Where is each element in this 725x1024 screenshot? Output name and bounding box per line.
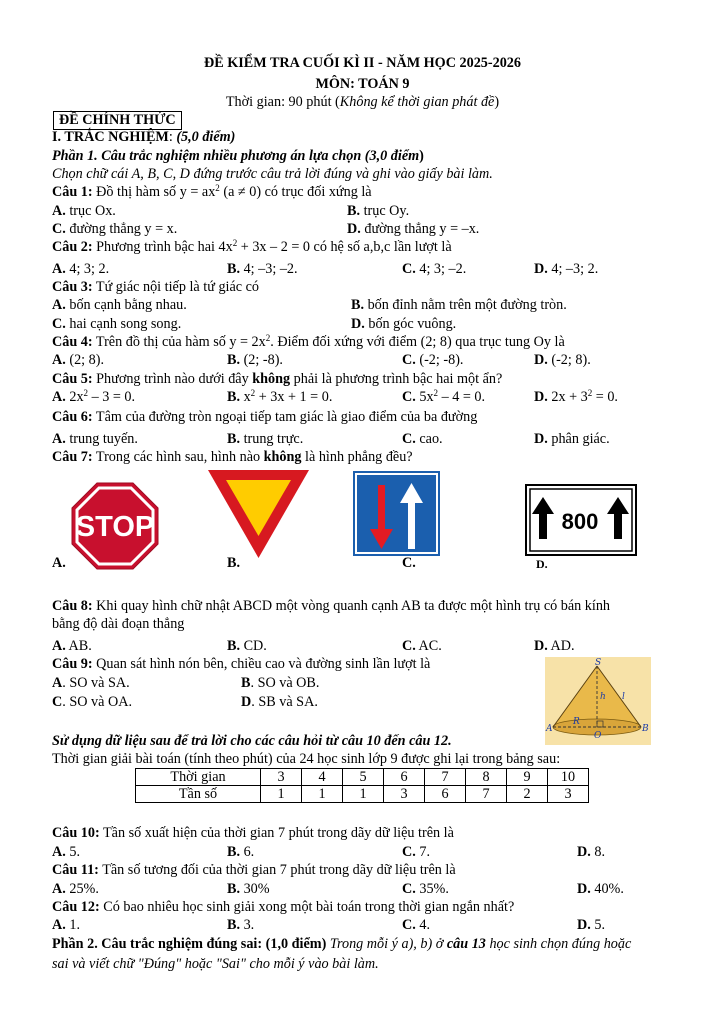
- q8-option-b: [227, 638, 267, 655]
- time-note: Không kể thời gian phát đề: [339, 94, 495, 110]
- q2-d-text: 4; –3; 2.: [547, 261, 599, 277]
- table-cell: 6: [425, 786, 466, 803]
- q5-c-post: – 4 = 0.: [438, 389, 486, 405]
- q3-a-label: A.: [52, 297, 66, 313]
- table-cell: 4: [302, 769, 343, 786]
- q11-option-d: [577, 881, 624, 898]
- q5-c-pre: 5x: [415, 389, 434, 405]
- two-way-arrows-sign-icon: [353, 471, 440, 556]
- cone-label-a: A: [546, 724, 553, 734]
- q5-text-pre: Phương trình nào dưới đây: [92, 371, 253, 387]
- q3-option-b: [351, 297, 567, 314]
- table-cell: 1: [343, 786, 384, 803]
- q8-text-line1: Khi quay hình chữ nhật ABCD một vòng quanh cạnh AB ta được một hình trụ có bán kính: [92, 598, 611, 614]
- q2-option-d: [534, 261, 598, 278]
- section1-colon: :: [168, 129, 177, 145]
- q10-text: Tần số xuất hiện của thời gian 7 phút trong dãy dữ liệu trên là: [99, 825, 454, 841]
- q8-option-d: [534, 638, 575, 655]
- part1-title: Phần 1. Câu trắc nghiệm nhiều phương án lựa chọn (: [52, 148, 370, 164]
- q5-a-post: – 3 = 0.: [88, 389, 136, 405]
- q4-a-label: A.: [52, 352, 66, 368]
- q6-a-text: trung tuyến.: [65, 431, 138, 447]
- q5-a-pre: 2x: [65, 389, 84, 405]
- q8-stem-line2: bằng độ dài đoạn thẳng: [52, 616, 185, 632]
- q5-text-bold: không: [252, 371, 291, 387]
- q6-text: Tâm của đường tròn ngoại tiếp tam giác là giao điểm của ba đường: [92, 409, 478, 425]
- q11-a-text: 25%.: [65, 881, 99, 897]
- q8-d-label: D.: [534, 638, 548, 654]
- q4-stem: [52, 334, 565, 351]
- q4-d-text: (-2; 8).: [547, 352, 591, 368]
- q6-b-label: B.: [227, 431, 241, 447]
- q8-label: Câu 8:: [52, 598, 93, 614]
- q9-c-text: . SO và OA.: [62, 694, 133, 710]
- table-cell: 3: [261, 769, 302, 786]
- q12-d-text: 5.: [590, 917, 605, 933]
- q12-b-label: B.: [227, 917, 241, 933]
- q11-label: Câu 11:: [52, 862, 99, 878]
- q3-stem: [52, 279, 259, 296]
- q3-label: Câu 3:: [52, 279, 93, 295]
- q4-text-post: . Điểm đối xứng với điểm (2; 8) qua trục tung Oy là: [270, 334, 565, 350]
- q11-b-text: 30%: [240, 881, 270, 897]
- exam-title: ĐỀ KIỂM TRA CUỐI KÌ II - NĂM HỌC 2025-2026: [203, 55, 521, 71]
- table-cell: 7: [425, 769, 466, 786]
- section1-heading: [52, 129, 235, 146]
- data-intro-text: Thời gian giải bài toán (tính theo phút) của 24 học sinh lớp 9 được ghi lại trong bảng sau:: [52, 751, 561, 767]
- q1-a-label: A.: [52, 203, 66, 219]
- q8-b-text: CD.: [240, 638, 267, 654]
- q1-option-c: [52, 221, 177, 238]
- q9-option-d: [241, 694, 318, 711]
- q1-sup: 2: [215, 183, 220, 193]
- table-cell: 2: [507, 786, 548, 803]
- q11-c-text: 35%.: [415, 881, 449, 897]
- q11-d-label: D.: [577, 881, 591, 897]
- q5-option-b: [227, 389, 332, 406]
- q2-a-label: A.: [52, 261, 66, 277]
- q12-option-c: [402, 917, 430, 934]
- q11-a-label: A.: [52, 881, 66, 897]
- q4-c-text: (-2; -8).: [415, 352, 464, 368]
- q11-d-text: 40%.: [590, 881, 624, 897]
- q4-text-pre: Trên đồ thị của hàm số y = 2x: [92, 334, 266, 350]
- frequency-table: [135, 768, 589, 803]
- table-cell: 7: [466, 786, 507, 803]
- q10-option-d: [577, 844, 605, 861]
- q9-option-c: [52, 694, 132, 711]
- q3-d-label: D.: [351, 316, 365, 332]
- q12-option-d: [577, 917, 605, 934]
- q10-a-text: 5.: [65, 844, 80, 860]
- q8-a-label: A.: [52, 638, 66, 654]
- time-suffix: ): [494, 94, 500, 110]
- q9-a-label: A: [52, 675, 63, 691]
- q10-b-text: 6.: [240, 844, 255, 860]
- cone-label-h: h: [600, 692, 606, 702]
- q4-option-c: [402, 352, 463, 369]
- q5-c-label: C.: [402, 389, 416, 405]
- q1-d-text: đường thẳng y = –x.: [360, 221, 480, 237]
- q1-d-label: D.: [347, 221, 361, 237]
- q10-label: Câu 10:: [52, 825, 100, 841]
- q12-c-text: 4.: [415, 917, 430, 933]
- q6-a-label: A.: [52, 431, 66, 447]
- q10-d-text: 8.: [590, 844, 605, 860]
- q3-c-text: hai cạnh song song.: [65, 316, 182, 332]
- table-row-frequency: [136, 786, 589, 803]
- distance-800-sign-icon: [525, 484, 637, 556]
- q6-c-label: C.: [402, 431, 416, 447]
- q10-option-c: [402, 844, 430, 861]
- table-cell: 6: [384, 769, 425, 786]
- q1-stem: [52, 184, 372, 201]
- q6-label: Câu 6:: [52, 409, 93, 425]
- q7-option-c: C.: [402, 555, 416, 571]
- q3-b-label: B.: [351, 297, 365, 313]
- stop-sign-icon: [71, 482, 159, 570]
- q5-d-post: = 0.: [592, 389, 618, 405]
- cone-label-l: l: [622, 692, 625, 702]
- part2-title-rest: . Câu trắc nghiệm đúng sai: (1,0 điểm): [94, 936, 327, 952]
- table-cell: 9: [507, 769, 548, 786]
- q5-a-sup: 2: [83, 388, 89, 398]
- q8-a-text: AB.: [65, 638, 92, 654]
- q9-label: Câu 9:: [52, 656, 93, 672]
- q8-c-text: AC.: [415, 638, 442, 654]
- cone-label-r: R: [573, 717, 580, 727]
- q9-c-label: C: [52, 694, 63, 710]
- q9-text: Quan sát hình nón bên, chiều cao và đường sinh lần lượt là: [92, 656, 431, 672]
- q2-b-label: B.: [227, 261, 241, 277]
- q3-option-a: [52, 297, 187, 314]
- exam-subject: MÔN: TOÁN 9: [315, 76, 410, 92]
- q6-b-text: trung trực.: [240, 431, 304, 447]
- q4-sup: 2: [265, 333, 271, 343]
- q1-option-b: [347, 203, 409, 220]
- table-cell: 8: [466, 769, 507, 786]
- q12-text: Có bao nhiêu học sinh giải xong một bài toán trong thời gian ngắn nhất?: [99, 899, 515, 915]
- q5-d-label: D.: [534, 389, 548, 405]
- q7-option-a: A.: [52, 555, 66, 571]
- section1-title: I. TRẮC NGHIỆM: [52, 129, 169, 145]
- q2-c-label: C.: [402, 261, 416, 277]
- q5-text-post: phải là phương trình bậc hai một ẩn?: [290, 371, 503, 387]
- q1-b-text: trục Oy.: [360, 203, 410, 219]
- q1-c-label: C.: [52, 221, 66, 237]
- table-cell: 1: [302, 786, 343, 803]
- table-header-frequency: Tần số: [136, 786, 261, 803]
- table-header-time: Thời gian: [136, 769, 261, 786]
- q3-a-text: bốn cạnh bằng nhau.: [65, 297, 187, 313]
- q6-d-text: phân giác.: [547, 431, 610, 447]
- q2-b-text: 4; –3; –2.: [240, 261, 298, 277]
- q6-d-label: D.: [534, 431, 548, 447]
- q2-d-label: D.: [534, 261, 548, 277]
- q6-option-b: [227, 431, 303, 448]
- q5-option-a: [52, 389, 135, 406]
- q3-option-c: [52, 316, 181, 333]
- q5-d-pre: 2x + 3: [547, 389, 588, 405]
- q11-b-label: B.: [227, 881, 241, 897]
- q7-label: Câu 7:: [52, 449, 93, 465]
- q5-option-d: [534, 389, 618, 406]
- q4-a-text: (2; 8).: [65, 352, 105, 368]
- cone-label-s: S: [595, 658, 602, 668]
- q12-stem: [52, 899, 514, 916]
- q7-option-b: B.: [227, 555, 241, 571]
- q2-text-post: + 3x – 2 = 0 có hệ số a,b,c lần lượt là: [237, 239, 452, 255]
- q10-option-b: [227, 844, 254, 861]
- q2-sup: 2: [232, 238, 238, 248]
- q4-label: Câu 4:: [52, 334, 93, 350]
- q2-stem: [52, 239, 452, 256]
- q12-d-label: D.: [577, 917, 591, 933]
- q11-option-b: [227, 881, 270, 898]
- q10-option-a: [52, 844, 80, 861]
- part1-heading: [52, 148, 424, 165]
- part2-instruction-line2: sai và viết chữ "Đúng" hoặc "Sai" cho mỗi ý vào bài làm.: [52, 956, 379, 972]
- q3-d-text: bốn góc vuông.: [364, 316, 457, 332]
- q4-option-b: [227, 352, 283, 369]
- q3-c-label: C.: [52, 316, 66, 332]
- section1-points: (5,0 điểm): [176, 129, 236, 145]
- part2-heading: [52, 936, 631, 953]
- q1-text-pre: Đồ thị hàm số y = ax: [92, 184, 216, 200]
- time-prefix: Thời gian: 90 phút (: [225, 94, 340, 110]
- q4-b-text: (2; -8).: [240, 352, 283, 368]
- q7-text-post: là hình phẳng đều?: [301, 449, 413, 465]
- table-cell: 5: [343, 769, 384, 786]
- q8-option-c: [402, 638, 442, 655]
- q12-a-text: 1.: [65, 917, 80, 933]
- distance-800-text: 800: [561, 509, 599, 534]
- q6-option-c: [402, 431, 443, 448]
- q12-b-text: 3.: [240, 917, 255, 933]
- q4-d-label: D.: [534, 352, 548, 368]
- q1-b-label: B.: [347, 203, 361, 219]
- q2-option-c: [402, 261, 466, 278]
- q9-d-text: . SB và SA.: [251, 694, 318, 710]
- q9-b-text: . SO và OB.: [250, 675, 320, 691]
- q5-d-sup: 2: [587, 388, 593, 398]
- q9-b-label: B: [241, 675, 251, 691]
- q8-stem: [52, 598, 610, 615]
- table-row-time: [136, 769, 589, 786]
- q11-text: Tần số tương đối của thời gian 7 phút trong dãy dữ liệu trên là: [98, 862, 456, 878]
- q9-option-b: [241, 675, 319, 692]
- stop-sign-text: STOP: [75, 511, 155, 543]
- part2-instr-bold: câu 13: [446, 936, 486, 952]
- q9-stem: [52, 656, 430, 673]
- q5-c-sup: 2: [433, 388, 439, 398]
- q2-a-text: 4; 3; 2.: [65, 261, 110, 277]
- q10-a-label: A.: [52, 844, 66, 860]
- q5-b-label: B.: [227, 389, 241, 405]
- q1-option-a: [52, 203, 116, 220]
- exam-time: [0, 94, 725, 111]
- q2-c-text: 4; 3; –2.: [415, 261, 467, 277]
- part1-instruction: Chọn chữ cái A, B, C, D đứng trước câu trả lời đúng và ghi vào giấy bài làm.: [52, 166, 493, 182]
- q9-option-a: [52, 675, 130, 692]
- table-cell: 1: [261, 786, 302, 803]
- cone-label-b: B: [642, 724, 649, 734]
- q6-stem: [52, 409, 477, 426]
- q11-c-label: C.: [402, 881, 416, 897]
- q10-stem: [52, 825, 454, 842]
- q7-text-bold: không: [263, 449, 302, 465]
- table-cell: 3: [384, 786, 425, 803]
- q1-c-text: đường thẳng y = x.: [65, 221, 178, 237]
- part1-close: ): [419, 148, 424, 164]
- q10-c-label: C.: [402, 844, 416, 860]
- q12-c-label: C.: [402, 917, 416, 933]
- q6-c-text: cao.: [415, 431, 443, 447]
- q4-option-a: [52, 352, 104, 369]
- cone-figure: [545, 657, 651, 745]
- q6-option-d: [534, 431, 610, 448]
- q1-label: Câu 1:: [52, 184, 93, 200]
- q2-label: Câu 2:: [52, 239, 93, 255]
- q6-option-a: [52, 431, 138, 448]
- q11-stem: [52, 862, 456, 879]
- q5-option-c: [402, 389, 485, 406]
- q11-option-a: [52, 881, 99, 898]
- cone-label-o: O: [594, 731, 602, 741]
- q5-b-pre: x: [240, 389, 251, 405]
- q10-c-text: 7.: [415, 844, 430, 860]
- q7-option-d: D.: [536, 557, 548, 571]
- q8-d-text: AD.: [547, 638, 575, 654]
- q9-d-label: D: [241, 694, 252, 710]
- q5-b-sup: 2: [250, 388, 256, 398]
- q10-d-label: D.: [577, 844, 591, 860]
- q12-a-label: A.: [52, 917, 66, 933]
- q8-b-label: B.: [227, 638, 241, 654]
- yield-sign-icon: [206, 468, 311, 560]
- part2-title: Phần 2: [52, 936, 95, 952]
- official-box: ĐỀ CHÍNH THỨC: [53, 111, 182, 130]
- q2-option-b: [227, 261, 298, 278]
- q2-option-a: [52, 261, 109, 278]
- q2-text-pre: Phương trình bậc hai 4x: [92, 239, 233, 255]
- q8-option-a: [52, 638, 92, 655]
- q3-option-d: [351, 316, 456, 333]
- data-intro-title: Sử dụng dữ liệu sau để trả lời cho các câu hỏi từ câu 10 đến câu 12.: [52, 733, 452, 749]
- q3-text: Tứ giác nội tiếp là tứ giác có: [92, 279, 260, 295]
- q7-text-pre: Trong các hình sau, hình nào: [92, 449, 264, 465]
- q10-b-label: B.: [227, 844, 241, 860]
- q5-b-post: + 3x + 1 = 0.: [255, 389, 333, 405]
- q4-b-label: B.: [227, 352, 241, 368]
- q12-label: Câu 12:: [52, 899, 100, 915]
- table-cell: 3: [548, 786, 589, 803]
- q4-option-d: [534, 352, 591, 369]
- q1-option-d: [347, 221, 479, 238]
- q1-text-post: (a ≠ 0) có trục đối xứng là: [219, 184, 372, 200]
- part2-instr-pre: Trong mỗi ý a), b) ở: [326, 936, 447, 952]
- table-cell: 10: [548, 769, 589, 786]
- q7-stem: [52, 449, 413, 466]
- q8-c-label: C.: [402, 638, 416, 654]
- q11-option-c: [402, 881, 449, 898]
- q5-label: Câu 5:: [52, 371, 93, 387]
- q12-option-a: [52, 917, 80, 934]
- part2-instr-post: học sinh chọn đúng hoặc: [485, 936, 632, 952]
- q1-a-text: trục Ox.: [65, 203, 116, 219]
- q5-a-label: A.: [52, 389, 66, 405]
- q9-a-text: . SO và SA.: [62, 675, 130, 691]
- q4-c-label: C.: [402, 352, 416, 368]
- q5-stem: [52, 371, 502, 388]
- part1-points: 3,0 điểm: [369, 148, 420, 164]
- q12-option-b: [227, 917, 254, 934]
- q3-b-text: bốn đỉnh nằm trên một đường tròn.: [364, 297, 567, 313]
